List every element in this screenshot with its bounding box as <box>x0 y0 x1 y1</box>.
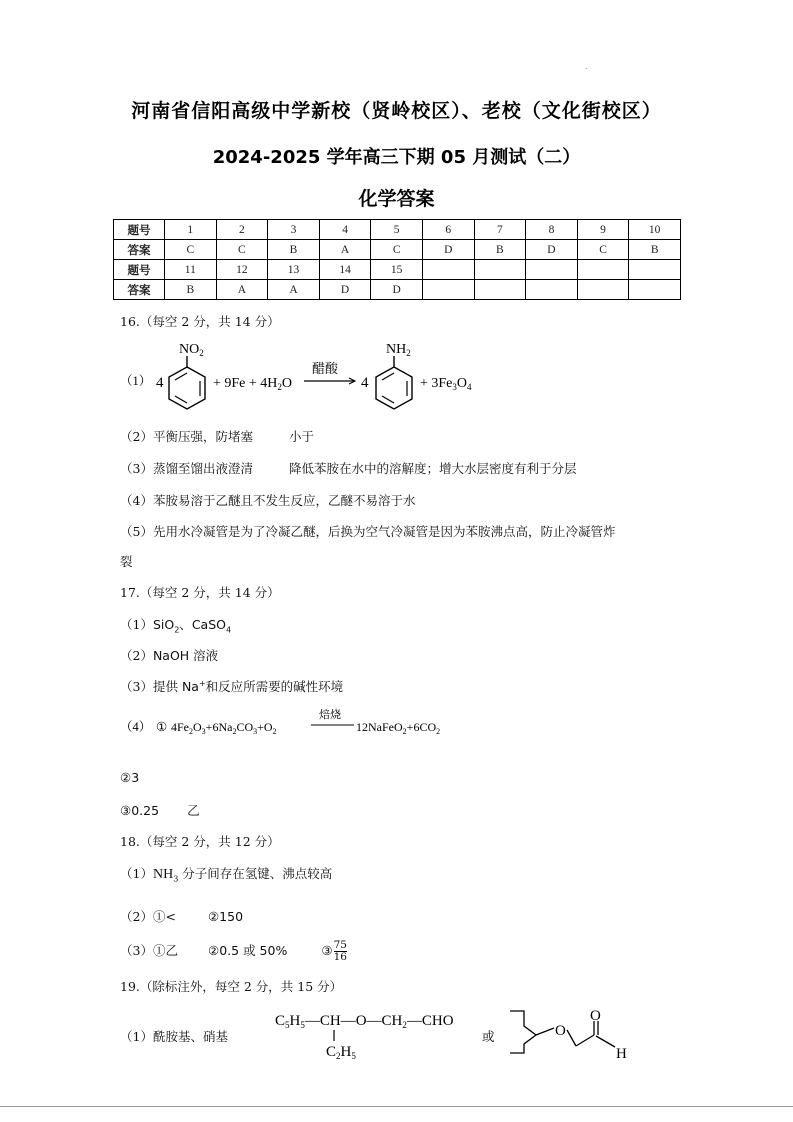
aniline-structure <box>376 342 412 409</box>
q17-heading: 17.（每空 2 分，共 14 分） <box>120 585 280 600</box>
fraction: $\frac{75}{16}$ <box>333 939 347 963</box>
q16-part2: （2）平衡压强，防堵塞 小于 <box>120 429 314 444</box>
table-cell <box>629 280 681 300</box>
table-row <box>114 280 681 300</box>
table-cell: 1 <box>165 220 217 240</box>
products: + $3Fe_3O_4$ <box>420 376 472 392</box>
table-cell: 10 <box>629 220 681 240</box>
branch-formula: $C_2H_5$ <box>326 1044 356 1061</box>
table-cell: 11 <box>165 260 217 280</box>
carbonyl-oxygen: O <box>590 1008 601 1024</box>
table-cell: A <box>216 280 268 300</box>
table-cell: A <box>268 280 320 300</box>
table-cell <box>422 260 474 280</box>
q17-part1: （1）SiO$_2$、CaSO$_4$ <box>120 617 232 635</box>
no2-group: $NO_2$ <box>179 342 204 358</box>
reagents: + $9Fe + 4H_2O$ <box>213 376 293 392</box>
table-cell: 12 <box>216 260 268 280</box>
nitrobenzene-structure <box>169 342 205 409</box>
table-row <box>114 260 681 280</box>
condensed-formula: $C_5H_5—CH—O—CH_2—CHO$ <box>275 1013 454 1030</box>
label-1: （1） <box>120 374 152 388</box>
coef-right: 4 <box>361 375 369 391</box>
svg-text:①: ① <box>156 720 168 734</box>
table-cell: D <box>422 240 474 260</box>
table-cell: 9 <box>577 220 629 240</box>
q19-heading: 19.（除标注外，每空 2 分，共 15 分） <box>120 979 343 994</box>
table-cell: 3 <box>268 220 320 240</box>
svg-text:（4）: （4） <box>120 720 152 734</box>
equation-left: $4Fe_2O_3+6Na_2CO_3+O_2$ <box>171 720 277 736</box>
aldehyde-hydrogen: H <box>616 1046 627 1062</box>
q18-part2: （2）①< ②150 <box>120 909 244 924</box>
table-cell <box>526 280 578 300</box>
q16-part5: （5）先用水冷凝管是为了冷凝乙醚，后换为空气冷凝管是因为苯胺沸点高，防止冷凝管炸 <box>120 524 616 539</box>
q17-part3: （3）提供 Na+和反应所需要的碱性环境 <box>120 678 344 694</box>
table-cell <box>422 280 474 300</box>
table-cell <box>577 280 629 300</box>
table-cell: B <box>474 240 526 260</box>
table-cell: A <box>319 240 371 260</box>
table-cell: B <box>165 280 217 300</box>
table-cell: C <box>577 240 629 260</box>
table-cell: C <box>371 240 423 260</box>
table-cell: 4 <box>319 220 371 240</box>
table-cell: D <box>526 240 578 260</box>
table-row <box>114 240 681 260</box>
table-cell: 14 <box>319 260 371 280</box>
table-cell: 13 <box>268 260 320 280</box>
row-label: 题号 <box>114 260 165 280</box>
q17-equation <box>118 706 448 740</box>
table-cell <box>474 260 526 280</box>
q19-structure <box>270 1000 650 1065</box>
equation-right: $12NaFeO_2+6CO_2$ <box>356 720 441 736</box>
q17-part4b: ②3 <box>120 770 140 785</box>
condition-label: 焙烧 <box>319 709 341 721</box>
q18-part1: $(1)NH_3$ 分子间存在氢键、沸点较高 <box>120 866 333 884</box>
table-cell: 2 <box>216 220 268 240</box>
q16-part3: （3）蒸馏至馏出液澄清 降低苯胺在水中的溶解度；增大水层密度有利于分层 <box>120 461 577 476</box>
nh2-group: $NH_2$ <box>386 342 411 358</box>
scan-dot: . <box>585 62 588 71</box>
table-cell: D <box>371 280 423 300</box>
table-cell <box>474 280 526 300</box>
page-bottom-border <box>0 1106 793 1107</box>
q17-part2: （2）NaOH 溶液 <box>120 648 219 663</box>
q16-heading: 16.（每空 2 分，共 14 分） <box>120 314 280 329</box>
table-cell: 5 <box>371 220 423 240</box>
table-cell: 7 <box>474 220 526 240</box>
coef-left: 4 <box>156 375 164 391</box>
q17-part4c: ③0.25 乙 <box>120 803 200 818</box>
or-text: 或 <box>482 1030 495 1044</box>
table-cell: B <box>629 240 681 260</box>
row-label: 答案 <box>114 280 165 300</box>
q16-part5-cont: 裂 <box>120 554 133 569</box>
table-cell: D <box>319 280 371 300</box>
q18-part3: （3）①乙 ②0.5 或 50% ③ $\frac{75}{16}$ <box>120 939 347 963</box>
table-cell <box>629 260 681 280</box>
subject-title: 化学答案 <box>358 188 435 210</box>
exam-title: 2024-2025 学年高三下期 05 月测试（二） <box>212 147 581 168</box>
q16-equation <box>118 338 498 418</box>
table-cell: C <box>165 240 217 260</box>
school-title: 河南省信阳高级中学新校（贤岭校区）、老校（文化街校区） <box>131 100 662 122</box>
ether-oxygen: O <box>555 1023 566 1039</box>
table-cell <box>526 260 578 280</box>
q18-heading: 18.（每空 2 分，共 12 分） <box>120 834 280 849</box>
table-cell: C <box>216 240 268 260</box>
table-cell: B <box>268 240 320 260</box>
table-cell: 6 <box>422 220 474 240</box>
table-cell: 8 <box>526 220 578 240</box>
row-label: 题号 <box>114 220 165 240</box>
table-cell <box>577 260 629 280</box>
answer-table <box>113 219 681 300</box>
row-label: 答案 <box>114 240 165 260</box>
table-row <box>114 220 681 240</box>
catalyst-label: 醋酸 <box>312 361 339 376</box>
q16-part4: （4）苯胺易溶于乙醚且不发生反应，乙醚不易溶于水 <box>120 493 416 508</box>
table-cell: 15 <box>371 260 423 280</box>
q19-part1: （1）酰胺基、硝基 <box>120 1029 228 1044</box>
